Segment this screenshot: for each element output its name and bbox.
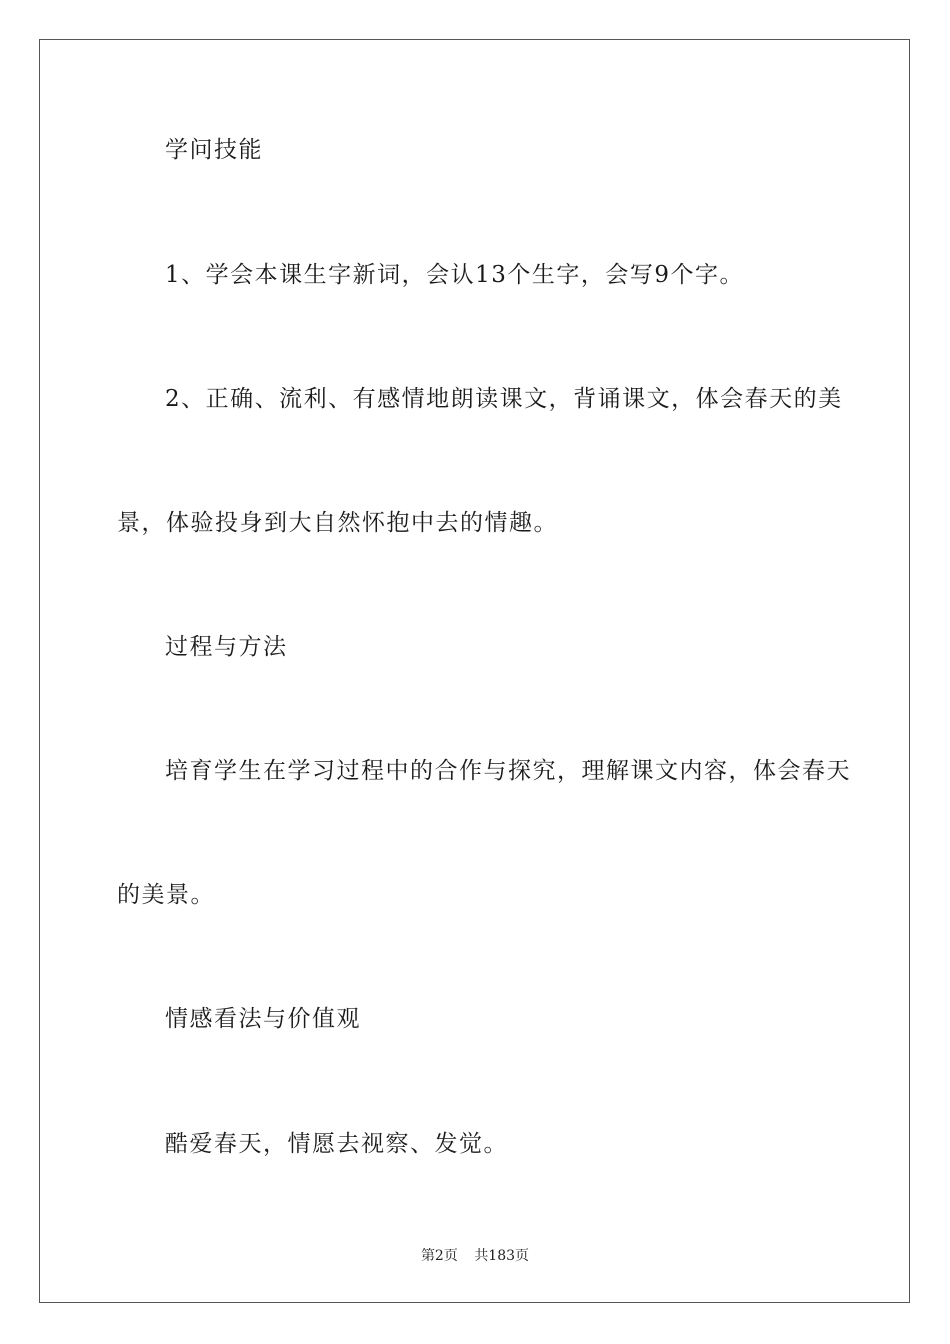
heading-knowledge-skills: 学问技能	[165, 137, 263, 163]
paragraph-line: 培育学生在学习过程中的合作与探究，理解课文内容，体会春天	[165, 758, 851, 784]
page-total: 共183页	[474, 1248, 530, 1264]
heading-emotion-values: 情感看法与价值观	[165, 1006, 361, 1032]
page-footer	[0, 1246, 950, 1266]
paragraph-line: 1、学会本课生字新词，会认13个生字，会写9个字。	[165, 262, 745, 288]
heading-process-method: 过程与方法	[165, 634, 288, 660]
paragraph-line: 酷爱春天，情愿去视察、发觉。	[165, 1131, 508, 1157]
paragraph-line: 景，体验投身到大自然怀抱中去的情趣。	[117, 510, 558, 536]
page-border	[39, 39, 910, 1303]
paragraph-line: 2、正确、流利、有感情地朗读课文，背诵课文，体会春天的美	[165, 386, 843, 412]
paragraph-line: 的美景。	[117, 882, 215, 908]
page-number: 第2页	[420, 1248, 458, 1264]
